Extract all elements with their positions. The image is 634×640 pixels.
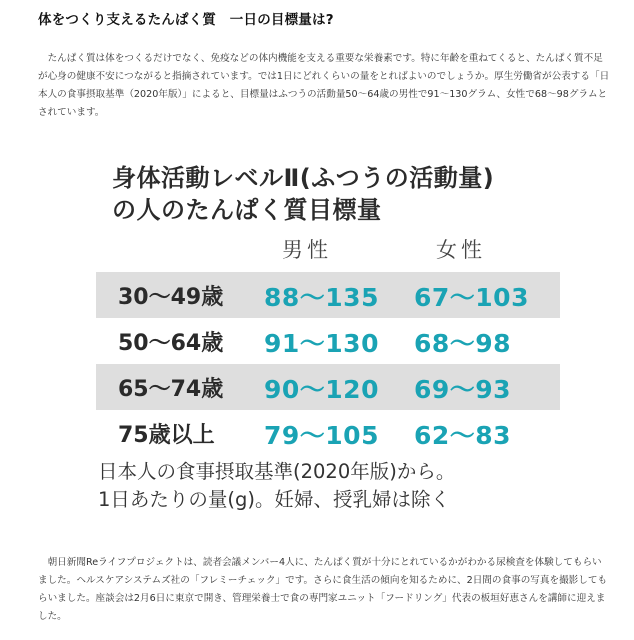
article-heading: 体をつくり支えるたんぱく質 一日の目標量は? — [38, 12, 334, 28]
male-target-value: 90～120 — [264, 375, 379, 404]
table-row — [96, 318, 560, 364]
intro-paragraph: たんぱく質は体をつくるだけでなく、免疫などの体内機能を支える重要な栄養素です。特に年齢を重ねてくると、たんぱく質不足が心身の健康不安につながると指摘されています。では1日にどれくらいの量をとればよいのでしょうか。厚生労働省が公表する「日本人の食事摂取基準（2020年版）」によると、目標量はふつうの活動量50～64歳の男性で91～130グラム、女性で68～98グラムとされています。 — [38, 53, 610, 118]
male-target-value: 88～135 — [264, 283, 379, 312]
body-paragraph: 朝日新聞Reライフプロジェクトは、読者会議メンバー4人に、たんぱく質が十分にとれているかがわかる尿検査を体験してもらいました。ヘルスケアシステムズ社の「フレミーチェック」です。さらに食生活の傾向を知るために、2日間の食事の写真を撮影してもらいました。座談会は2月6日に東京で開き、管理栄養士で食の専門家ユニット「フードリング」代表の板垣好恵さんを講師に迎えました。 — [38, 557, 608, 622]
table-row — [96, 364, 560, 410]
protein-target-figure — [96, 152, 560, 518]
female-target-value: 67～103 — [414, 283, 529, 312]
figure-title-line1: 身体活動レベルⅡ(ふつうの活動量) — [112, 164, 495, 192]
female-target-value: 69～93 — [414, 375, 512, 404]
figure-title-line2: の人のたんぱく質目標量 — [112, 196, 382, 224]
age-group-label: 50～64歳 — [118, 331, 224, 356]
table-row — [96, 410, 560, 456]
table-row — [96, 272, 560, 318]
age-group-label: 65～74歳 — [118, 377, 224, 402]
female-target-value: 62～83 — [414, 421, 512, 450]
column-header-male: 男性 — [282, 238, 332, 262]
figure-source-note: 日本人の食事摂取基準(2020年版)から。 — [98, 460, 456, 483]
female-target-value: 68～98 — [414, 329, 512, 358]
column-header-female: 女性 — [436, 238, 486, 262]
age-group-label: 75歳以上 — [118, 423, 215, 448]
male-target-value: 79～105 — [264, 421, 379, 450]
male-target-value: 91～130 — [264, 329, 379, 358]
figure-unit-note: 1日あたりの量(g)。妊婦、授乳婦は除く — [98, 488, 450, 511]
age-group-label: 30～49歳 — [118, 285, 224, 310]
